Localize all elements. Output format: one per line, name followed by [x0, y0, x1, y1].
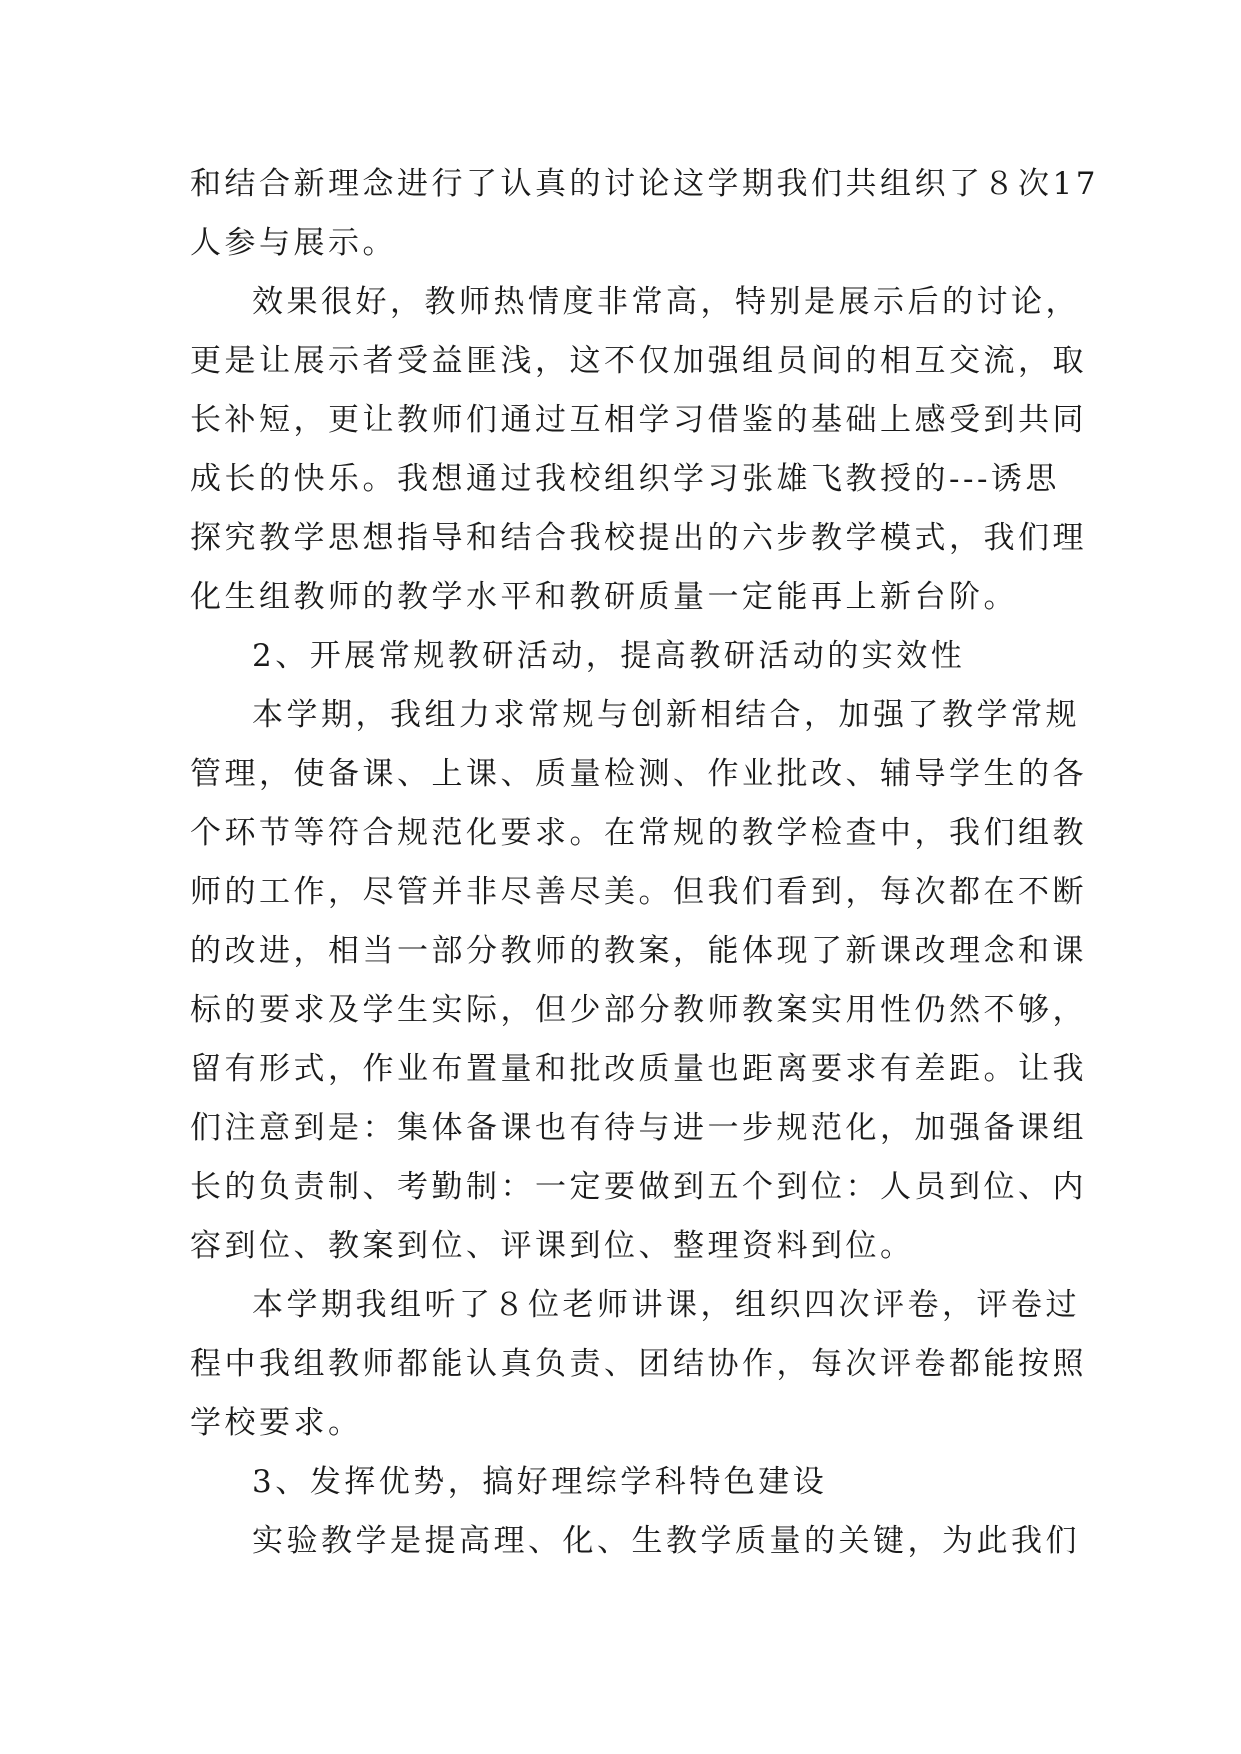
text-line: 程中我组教师都能认真负责、团结协作，每次评卷都能按照: [190, 1346, 1087, 1382]
text-line: 人参与展示。: [190, 225, 397, 261]
text-line: 师的工作，尽管并非尽善尽美。但我们看到，每次都在不断: [190, 874, 1087, 910]
text-line: 学校要求。: [190, 1405, 363, 1441]
text-line: 化生组教师的教学水平和教研质量一定能再上新台阶。: [190, 579, 1018, 615]
text-line: 探究教学思想指导和结合我校提出的六步教学模式，我们理: [190, 520, 1087, 556]
text-line: 标的要求及学生实际，但少部分教师教案实用性仍然不够，: [190, 992, 1087, 1028]
section-heading: 3、发挥优势，搞好理综学科特色建设: [252, 1464, 828, 1500]
paragraph-first-line: 实验教学是提高理、化、生教学质量的关键，为此我们: [252, 1523, 1080, 1559]
paragraph-first-line: 本学期，我组力求常规与创新相结合，加强了教学常规: [252, 697, 1080, 733]
paragraph-first-line: 效果很好，教师热情度非常高，特别是展示后的讨论，: [252, 284, 1080, 320]
text-line: 长的负责制、考勤制：一定要做到五个到位：人员到位、内: [190, 1169, 1087, 1205]
text-line: 们注意到是：集体备课也有待与进一步规范化，加强备课组: [190, 1110, 1087, 1146]
section-heading: 2、开展常规教研活动，提高教研活动的实效性: [252, 638, 966, 674]
text-line: 长补短，更让教师们通过互相学习借鉴的基础上感受到共同: [190, 402, 1087, 438]
text-line: 和结合新理念进行了认真的讨论这学期我们共组织了８次17: [190, 166, 1099, 202]
text-line: 个环节等符合规范化要求。在常规的教学检查中，我们组教: [190, 815, 1087, 851]
text-line: 成长的快乐。我想通过我校组织学习张雄飞教授的---诱思: [190, 461, 1060, 497]
text-line: 容到位、教案到位、评课到位、整理资料到位。: [190, 1228, 915, 1264]
text-line: 的改进，相当一部分教师的教案，能体现了新课改理念和课: [190, 933, 1087, 969]
text-line: 更是让展示者受益匪浅，这不仅加强组员间的相互交流，取: [190, 343, 1087, 379]
paragraph-first-line: 本学期我组听了８位老师讲课，组织四次评卷，评卷过: [252, 1287, 1080, 1323]
text-line: 管理，使备课、上课、质量检测、作业批改、辅导学生的各: [190, 756, 1087, 792]
text-line: 留有形式，作业布置量和批改质量也距离要求有差距。让我: [190, 1051, 1087, 1087]
